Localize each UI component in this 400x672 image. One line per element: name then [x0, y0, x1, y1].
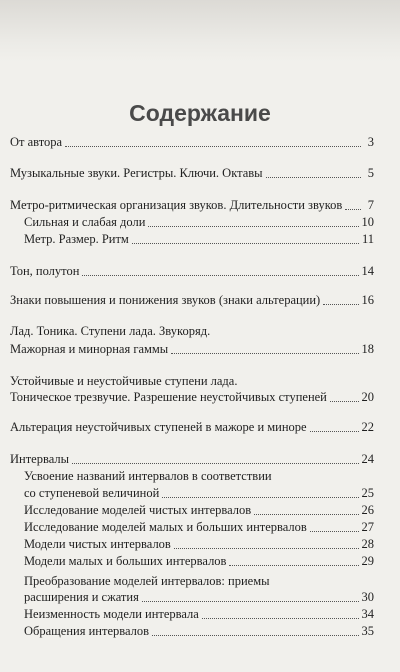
dot-leader: [72, 462, 358, 464]
toc-entry-page: 27: [361, 520, 374, 534]
toc-entry-page: 35: [361, 624, 374, 638]
toc-entry-label: Исследование моделей чистых интервалов: [24, 503, 252, 517]
toc-entry[interactable]: [10, 166, 374, 181]
toc-entry-label: Музыкальные звуки. Регистры. Ключи. Октавы: [10, 166, 263, 180]
toc-entry-label: Неизменность модели интервала: [24, 607, 199, 621]
toc-entry-label-line1: Преобразование моделей интервалов: приемы: [24, 574, 270, 588]
toc-entry[interactable]: [10, 420, 374, 435]
dot-leader: [82, 274, 358, 276]
toc-entry[interactable]: [24, 520, 374, 535]
dot-leader: [174, 547, 359, 549]
toc-entry-page: 14: [361, 264, 374, 278]
toc-entry-label: со ступеневой величиной: [24, 486, 160, 500]
dot-leader: [65, 145, 361, 147]
toc-entry-label: расширения и сжатия: [24, 590, 139, 604]
dot-leader: [310, 530, 359, 532]
toc-entry[interactable]: [10, 198, 374, 213]
toc-entry-label: Сильная и слабая доли: [24, 215, 146, 229]
toc-entry-label: Обращения интервалов: [24, 624, 150, 638]
toc-entry[interactable]: [10, 452, 374, 467]
dot-leader: [171, 352, 358, 354]
dot-leader: [345, 208, 361, 210]
toc-entry[interactable]: [24, 215, 374, 230]
dot-leader: [323, 303, 358, 305]
toc-entry-page: 26: [361, 503, 374, 517]
toc-entry-page: 11: [361, 232, 374, 246]
toc-entry[interactable]: [24, 486, 374, 501]
toc-entry[interactable]: [24, 607, 374, 622]
dot-leader: [132, 242, 359, 244]
toc-entry-page: 29: [361, 554, 374, 568]
dot-leader: [266, 176, 361, 178]
toc-entry-label: Знаки повышения и понижения звуков (знаки альтерации): [10, 293, 321, 307]
toc-entry-page: 25: [361, 486, 374, 500]
toc-entry-label: Метр. Размер. Ритм: [24, 232, 129, 246]
dot-leader: [142, 600, 359, 602]
toc-entry-label: Модели чистых интервалов: [24, 537, 171, 551]
page-title: Содержание: [129, 100, 271, 126]
dot-leader: [148, 225, 358, 227]
toc-entry-page: 7: [367, 198, 374, 212]
toc-entry-page: 30: [361, 590, 374, 604]
toc-entry[interactable]: [24, 537, 374, 552]
dot-leader: [254, 513, 358, 515]
toc-entry-label: Метро-ритмическая организация звуков. Длительности звуков: [10, 198, 343, 212]
toc-entry-page: 28: [361, 537, 374, 551]
toc-entry-label-line1: Усвоение названий интервалов в соответствии: [24, 469, 272, 483]
toc-entry-page: 5: [367, 166, 374, 180]
toc-entry-page: 3: [367, 135, 374, 149]
toc-entry[interactable]: [24, 590, 374, 605]
toc-entry-label: Интервалы: [10, 452, 70, 466]
toc-entry-page: 24: [361, 452, 374, 466]
toc-entry-label-line1: Устойчивые и неустойчивые ступени лада.: [10, 374, 238, 388]
toc-entry-label: Альтерация неустойчивых ступеней в мажоре и миноре: [10, 420, 307, 434]
toc-entry-label: Исследование моделей малых и больших интервалов: [24, 520, 307, 534]
toc-entry-page: 18: [361, 342, 374, 356]
dot-leader: [330, 400, 359, 402]
dot-leader: [229, 564, 358, 566]
dot-leader: [310, 430, 359, 432]
toc-entry[interactable]: [24, 624, 374, 639]
toc-entry[interactable]: [24, 503, 374, 518]
toc-entry[interactable]: [10, 293, 374, 308]
toc-entry-label: От автора: [10, 135, 63, 149]
dot-leader: [152, 634, 358, 636]
toc-entry-label: Тон, полутон: [10, 264, 80, 278]
toc-entry-label: Мажорная и минорная гаммы: [10, 342, 169, 356]
toc-entry[interactable]: [10, 135, 374, 150]
toc-entry[interactable]: [24, 554, 374, 569]
dot-leader: [202, 617, 359, 619]
toc-entry-page: 10: [361, 215, 374, 229]
toc-entry-page: 20: [361, 390, 374, 404]
toc-entry-label: Модели малых и больших интервалов: [24, 554, 227, 568]
dot-leader: [162, 496, 358, 498]
toc-entry[interactable]: [24, 232, 374, 247]
toc-entry-label-line1: Лад. Тоника. Ступени лада. Звукоряд.: [10, 324, 211, 338]
toc-entry-page: 22: [361, 420, 374, 434]
toc-entry[interactable]: [10, 264, 374, 279]
toc-entry[interactable]: [10, 390, 374, 405]
toc-entry-page: 16: [361, 293, 374, 307]
toc-entry-page: 34: [361, 607, 374, 621]
toc-entry[interactable]: [10, 342, 374, 357]
toc-entry-label: Тоническое трезвучие. Разрешение неустойчивых ступеней: [10, 390, 327, 404]
